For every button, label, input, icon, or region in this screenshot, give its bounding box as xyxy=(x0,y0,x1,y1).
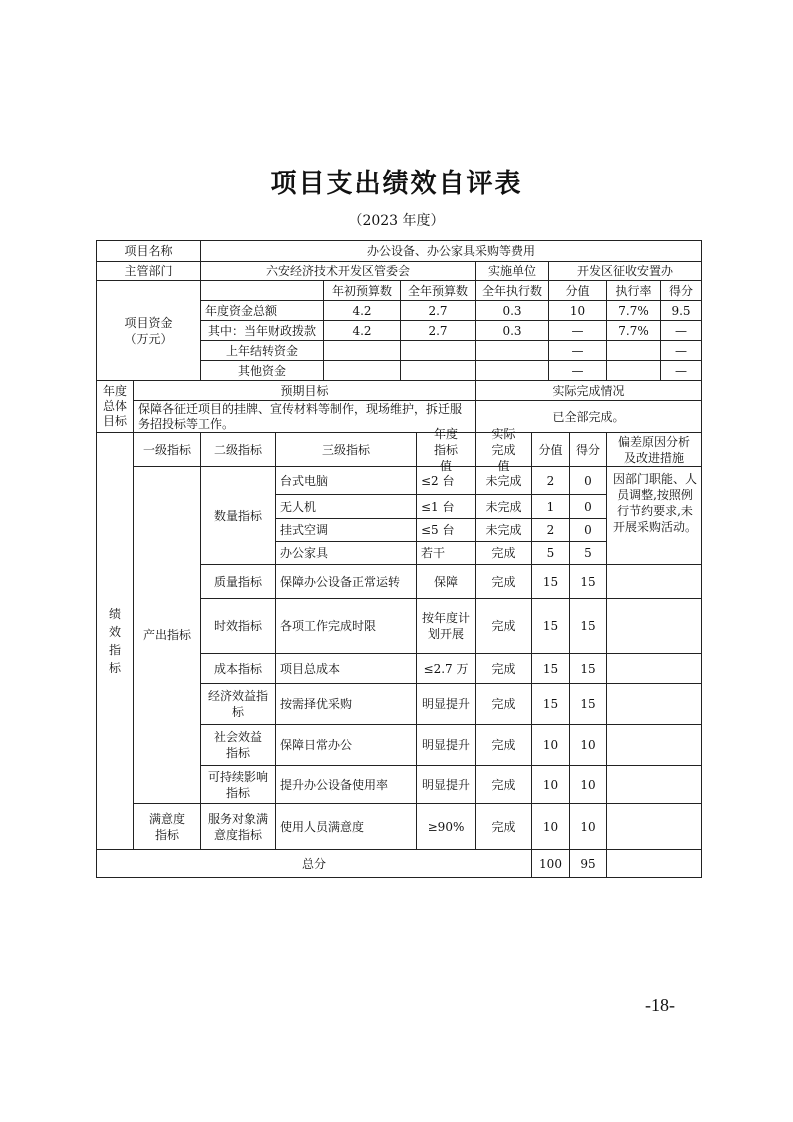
perf-header: 三级指标 xyxy=(321,442,370,457)
funds-col-header: 分值 xyxy=(565,283,590,298)
indicator-got: 10 xyxy=(580,819,596,834)
indicator-target: 保障 xyxy=(433,574,458,589)
indicator-name: 项目总成本 xyxy=(280,661,341,676)
indicator-got: 5 xyxy=(584,546,592,560)
level2-label: 时效指标 xyxy=(213,619,262,633)
indicator-actual: 完成 xyxy=(491,777,516,792)
funds-cell: 7.7% xyxy=(618,303,649,318)
funds-cell: 2.7 xyxy=(428,303,448,318)
indicator-name: 提升办公设备使用率 xyxy=(280,777,389,792)
project-name-label: 项目名称 xyxy=(124,244,173,258)
funds-row-name: 年度资金总额 xyxy=(205,303,278,318)
perf-header: 得分 xyxy=(575,442,600,457)
funds-label-line2: （万元） xyxy=(124,331,173,346)
indicator-got: 0 xyxy=(584,473,592,488)
indicator-actual: 未完成 xyxy=(485,523,522,537)
indicator-target: ≤1 台 xyxy=(421,499,455,514)
indicator-got: 10 xyxy=(580,738,596,752)
indicator-name: 无人机 xyxy=(280,499,317,514)
deviation-note: 因部门职能、人员调整,按照例行节约要求,未开展采购活动。 xyxy=(613,472,698,534)
satisfaction-level1: 满意度指标 xyxy=(148,811,185,842)
level2-label: 质量指标 xyxy=(213,574,262,589)
funds-row-name: 上年结转资金 xyxy=(225,343,298,358)
indicator-actual: 完成 xyxy=(491,574,516,589)
funds-label-line1: 项目资金 xyxy=(124,315,173,330)
satisfaction-level2: 服务对象满意度指标 xyxy=(207,811,268,842)
indicator-name: 使用人员满意度 xyxy=(280,819,365,834)
indicator-target: 按年度计划开展 xyxy=(421,611,470,641)
year-subtitle: （2023 年度） xyxy=(348,213,445,229)
indicator-score: 10 xyxy=(542,819,559,834)
indicator-name: 台式电脑 xyxy=(280,473,329,488)
actual-header: 实际完成情况 xyxy=(552,383,625,398)
funds-col-header: 全年执行数 xyxy=(481,283,542,298)
dept-value: 六安经济技术开发区管委会 xyxy=(265,264,410,278)
funds-cell: — xyxy=(675,323,687,338)
indicator-name: 保障日常办公 xyxy=(280,738,353,752)
indicator-target: 明显提升 xyxy=(421,697,470,711)
indicator-target: 若干 xyxy=(421,546,446,560)
funds-row-name: 其中：当年财政拨款 xyxy=(207,323,316,338)
indicator-target: ≤2.7 万 xyxy=(423,661,469,676)
level2-label: 经济效益指标 xyxy=(207,689,268,719)
indicator-score: 15 xyxy=(542,697,559,711)
funds-col-header: 年初预算数 xyxy=(331,283,392,298)
indicator-actual: 完成 xyxy=(491,738,516,752)
indicator-name: 按需择优采购 xyxy=(280,697,353,711)
funds-cell: 9.5 xyxy=(671,303,691,318)
funds-cell: 7.7% xyxy=(618,323,649,338)
funds-cell: — xyxy=(571,363,584,378)
output-label: 产出指标 xyxy=(142,628,191,642)
expected-header: 预期目标 xyxy=(280,383,329,398)
impl-label: 实施单位 xyxy=(487,264,536,278)
indicator-got: 15 xyxy=(580,661,596,676)
indicator-actual: 完成 xyxy=(491,697,516,711)
page-number: -18- xyxy=(645,995,675,1015)
indicator-actual: 完成 xyxy=(491,819,516,834)
indicator-score: 15 xyxy=(542,619,559,633)
perf-header: 偏差原因分析及改进措施 xyxy=(617,434,690,465)
perf-label-char: 绩 xyxy=(108,607,121,621)
indicator-actual: 完成 xyxy=(491,619,516,633)
funds-col-header: 执行率 xyxy=(615,283,652,298)
funds-cell: 4.2 xyxy=(352,323,372,338)
funds-cell: 4.2 xyxy=(352,303,372,318)
funds-cell: 10 xyxy=(569,303,586,318)
quantity-label: 数量指标 xyxy=(213,508,262,523)
funds-cell: — xyxy=(675,363,687,378)
actual-text: 已全部完成。 xyxy=(552,409,625,424)
perf-header: 年度指标值 xyxy=(433,426,458,473)
total-label: 总分 xyxy=(301,856,326,871)
perf-label-char: 标 xyxy=(108,661,121,675)
funds-cell: 0.3 xyxy=(502,323,522,338)
indicator-name: 挂式空调 xyxy=(280,523,329,537)
level2-label: 社会效益指标 xyxy=(213,730,262,760)
indicator-target: 明显提升 xyxy=(421,777,470,792)
perf-header: 二级指标 xyxy=(213,442,262,457)
indicator-score: 10 xyxy=(542,777,559,792)
funds-cell: — xyxy=(675,343,687,358)
perf-header: 一级指标 xyxy=(142,442,191,457)
indicator-score: 10 xyxy=(542,738,559,752)
indicator-got: 0 xyxy=(584,499,592,514)
perf-header: 实际完成值 xyxy=(491,426,516,473)
indicator-actual: 完成 xyxy=(491,661,516,676)
funds-col-header: 全年预算数 xyxy=(407,283,468,298)
project-name-value: 办公设备、办公家具采购等费用 xyxy=(366,244,535,258)
indicator-actual: 未完成 xyxy=(485,499,522,514)
funds-cell: 0.3 xyxy=(502,303,522,318)
indicator-actual: 未完成 xyxy=(485,473,522,488)
indicator-score: 2 xyxy=(546,523,555,537)
indicator-score: 1 xyxy=(546,499,555,514)
indicator-target: ≤2 台 xyxy=(421,473,455,488)
indicator-target: 明显提升 xyxy=(421,738,470,752)
indicator-name: 办公家具 xyxy=(280,546,329,560)
total-got: 95 xyxy=(580,856,596,871)
indicator-got: 15 xyxy=(580,697,596,711)
perf-label-char: 效 xyxy=(108,625,121,639)
funds-cell: 2.7 xyxy=(428,323,448,338)
level2-label: 成本指标 xyxy=(213,661,262,676)
indicator-got: 15 xyxy=(580,619,596,633)
indicator-got: 15 xyxy=(580,574,596,589)
funds-cell: — xyxy=(571,343,584,358)
overall-label xyxy=(97,381,133,432)
perf-label xyxy=(97,433,133,849)
expected-text: 保障各征迁项目的挂牌、宣传材料等制作，现场维护，拆迁服务招投标等工作。 xyxy=(138,402,463,431)
funds-label xyxy=(97,281,200,380)
overall-label-line: 年度 xyxy=(102,384,127,398)
funds-row-name: 其他资金 xyxy=(237,363,286,378)
total-score: 100 xyxy=(539,856,562,871)
indicator-target: ≥90% xyxy=(427,819,465,834)
indicator-got: 10 xyxy=(580,777,596,792)
indicator-target: ≤5 台 xyxy=(421,523,455,537)
funds-cell: — xyxy=(571,323,584,338)
indicator-score: 5 xyxy=(546,546,555,560)
indicator-score: 15 xyxy=(542,574,559,589)
indicator-actual: 完成 xyxy=(491,546,516,560)
page-title: 项目支出绩效自评表 xyxy=(270,169,523,199)
impl-value: 开发区征收安置办 xyxy=(576,264,673,278)
indicator-got: 0 xyxy=(584,523,592,537)
indicator-score: 15 xyxy=(542,661,559,676)
perf-header: 分值 xyxy=(538,442,563,457)
indicator-name: 各项工作完成时限 xyxy=(280,619,377,633)
overall-label-line: 目标 xyxy=(102,414,127,428)
funds-col-header: 得分 xyxy=(668,283,693,298)
perf-label-char: 指 xyxy=(108,643,121,657)
dept-label: 主管部门 xyxy=(124,264,173,278)
overall-label-line: 总体 xyxy=(102,399,127,413)
level2-label: 可持续影响指标 xyxy=(207,769,268,800)
indicator-name: 保障办公设备正常运转 xyxy=(280,574,401,589)
indicator-score: 2 xyxy=(546,473,555,488)
